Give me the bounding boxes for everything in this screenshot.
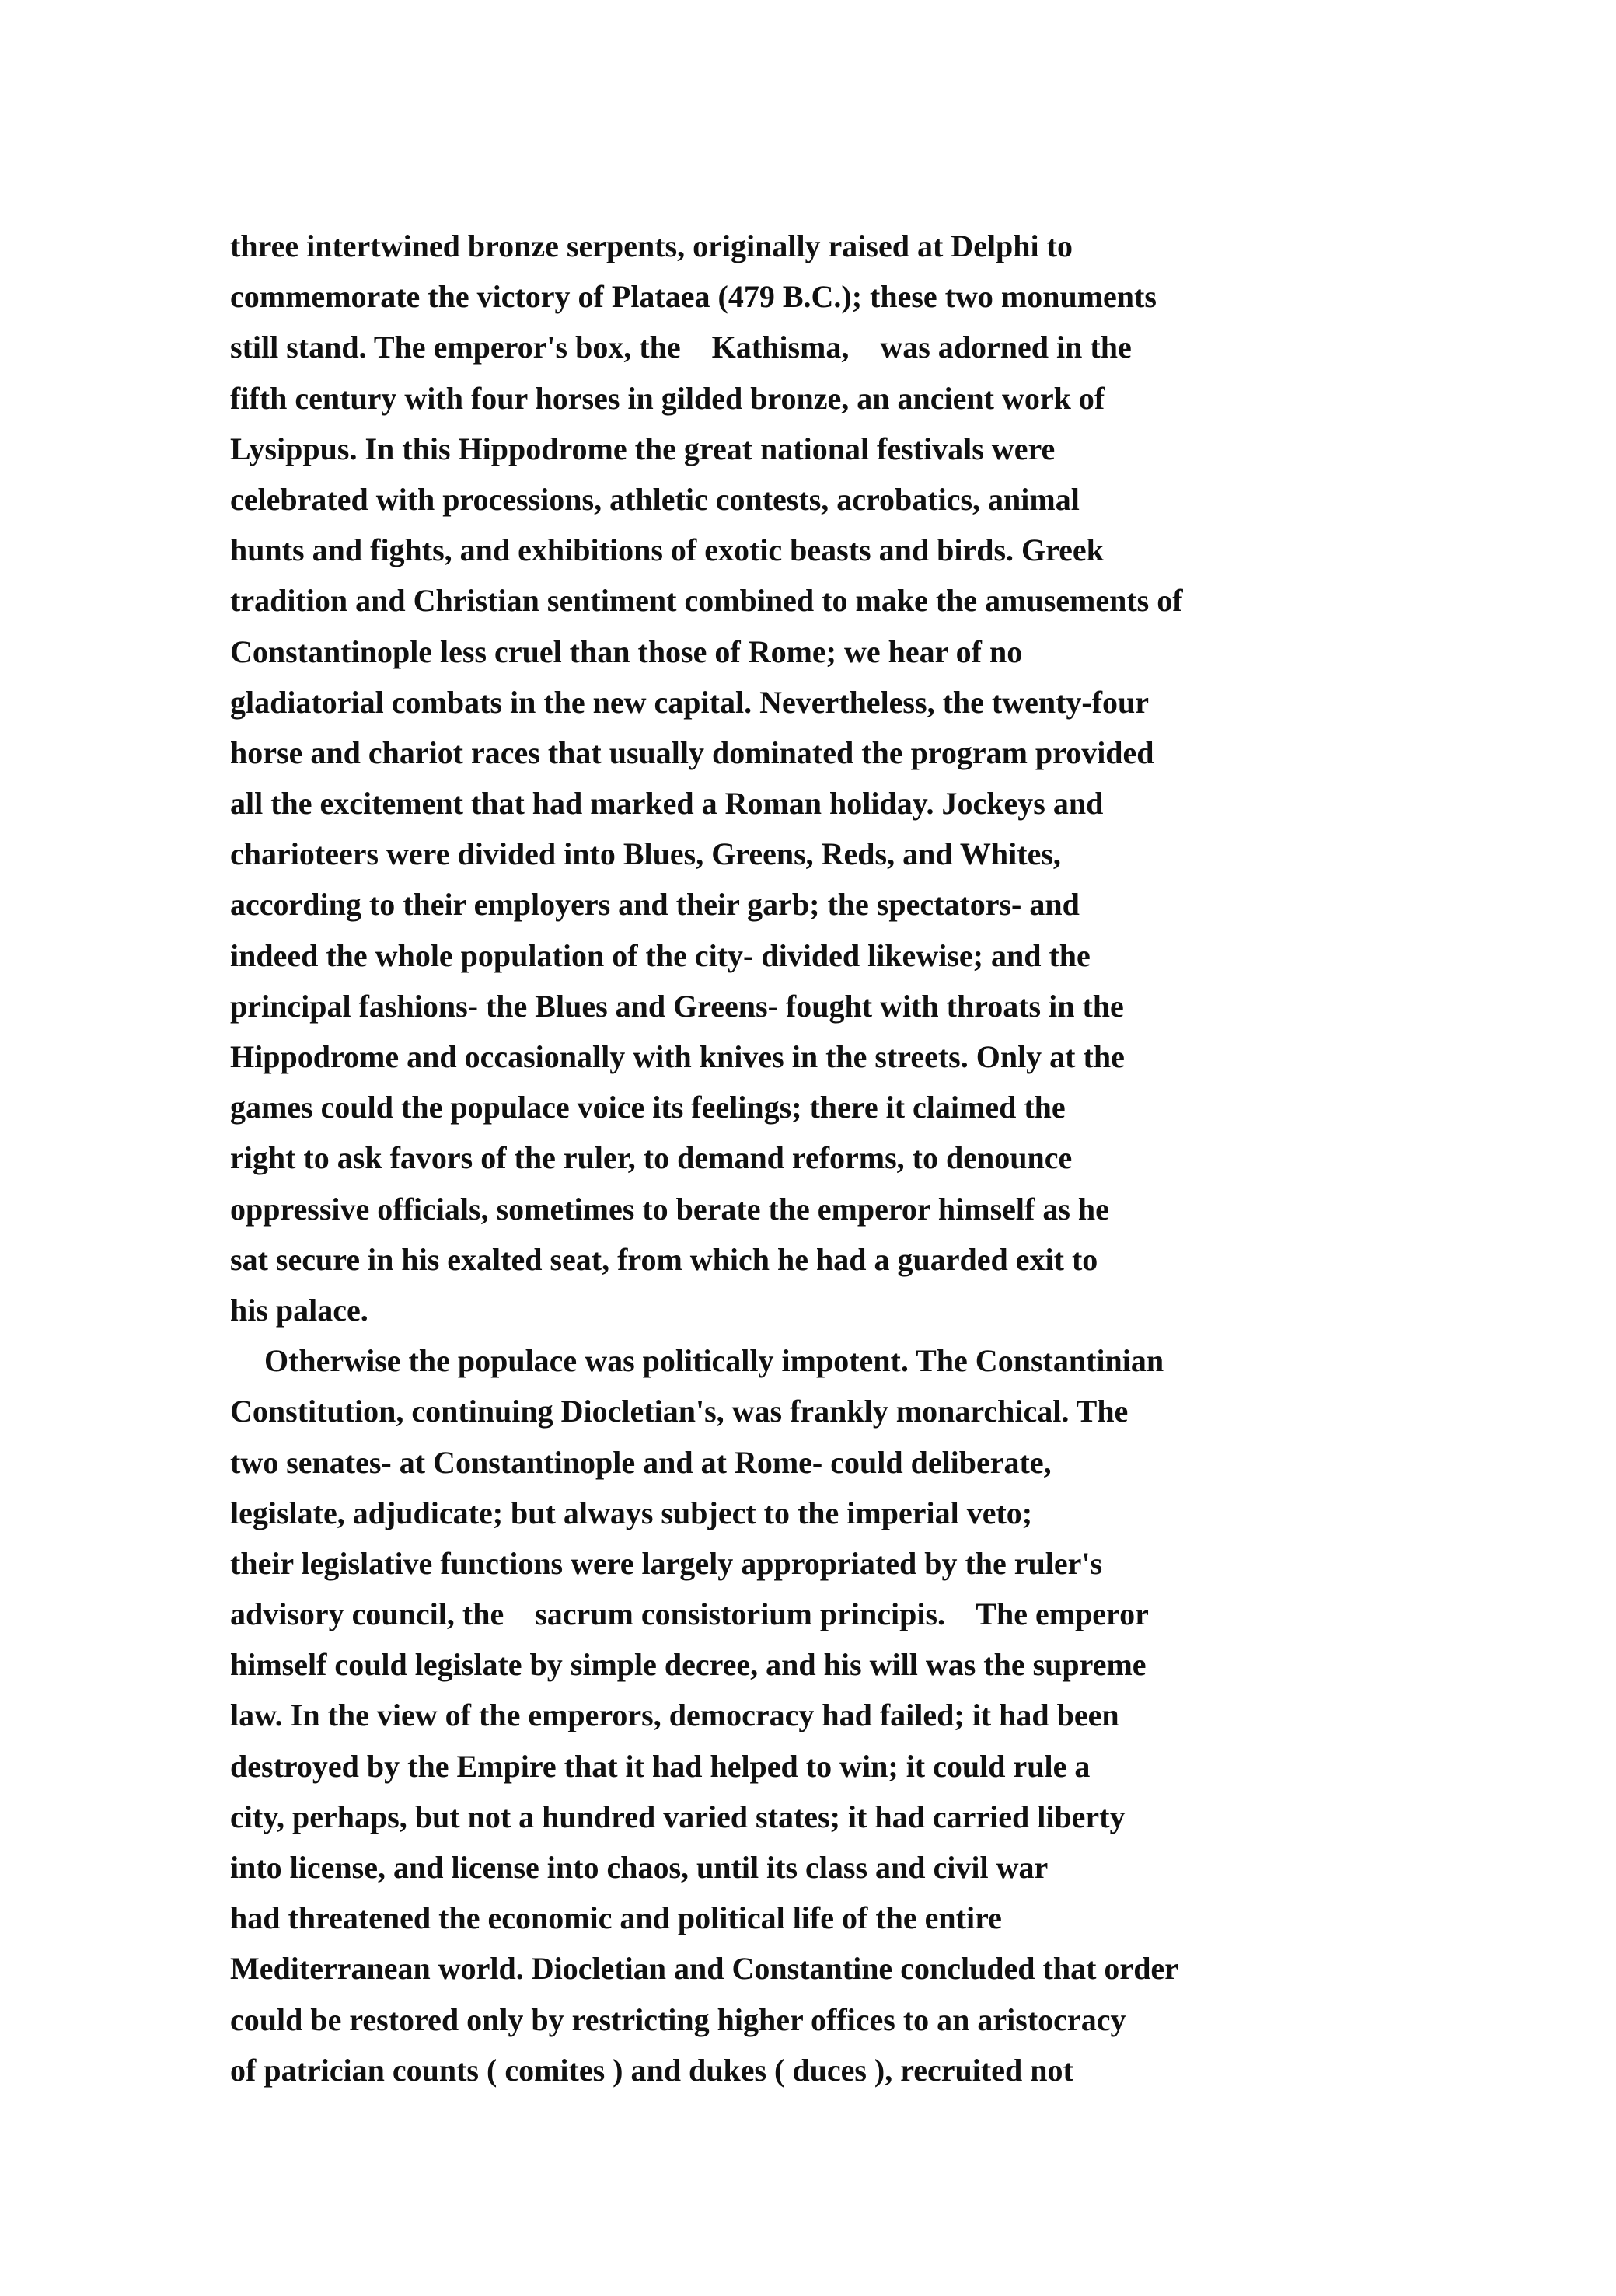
text-line: law. In the view of the emperors, democracy had failed; it had been xyxy=(230,1698,1119,1733)
text-line: into license, and license into chaos, until its class and civil war xyxy=(230,1850,1049,1885)
paragraph-start-line: Otherwise the populace was politically impotent. The Constantinian xyxy=(264,1343,1164,1379)
body-text xyxy=(230,221,1567,2095)
text-line: legislate, adjudicate; but always subject to the imperial veto; xyxy=(230,1495,1033,1530)
text-line: three intertwined bronze serpents, originally raised at Delphi to xyxy=(230,229,1073,263)
text-line: tradition and Christian sentiment combined to make the amusements of xyxy=(230,583,1183,619)
text-line: according to their employers and their garb; the spectators- and xyxy=(230,887,1080,923)
text-line: city, perhaps, but not a hundred varied states; it had carried liberty xyxy=(230,1799,1126,1834)
text-line: their legislative functions were largely appropriated by the ruler's xyxy=(230,1545,1103,1581)
text-line: oppressive officials, sometimes to berate the emperor himself as he xyxy=(230,1191,1109,1227)
text-line: celebrated with processions, athletic contests, acrobatics, animal xyxy=(230,481,1080,517)
text-line: hunts and fights, and exhibitions of exotic beasts and birds. Greek xyxy=(230,532,1104,568)
text-line: fifth century with four horses in gilded bronze, an ancient work of xyxy=(230,380,1105,416)
text-line: Constitution, continuing Diocletian's, was frankly monarchical. The xyxy=(230,1394,1129,1429)
text-line: still stand. The emperor's box, the Kathisma, was adorned in the xyxy=(230,330,1132,365)
text-line: games could the populace voice its feelings; there it claimed the xyxy=(230,1090,1066,1125)
text-line: commemorate the victory of Plataea (479 B.C.); these two monuments xyxy=(230,279,1157,315)
text-line: sat secure in his exalted seat, from which he had a guarded exit to xyxy=(230,1241,1098,1277)
text-line: horse and chariot races that usually dominated the program provided xyxy=(230,735,1154,770)
text-line: his palace. xyxy=(230,1292,368,1328)
text-line: Hippodrome and occasionally with knives in the streets. Only at the xyxy=(230,1039,1125,1074)
text-line: gladiatorial combats in the new capital. Nevertheless, the twenty-four xyxy=(230,684,1150,720)
text-line: himself could legislate by simple decree, and his will was the supreme xyxy=(230,1647,1147,1683)
text-line: had threatened the economic and political life of the entire xyxy=(230,1900,1002,1936)
text-line: indeed the whole population of the city- divided likewise; and the xyxy=(230,937,1091,973)
text-line: destroyed by the Empire that it had helped to win; it could rule a xyxy=(230,1748,1091,1784)
text-line: right to ask favors of the ruler, to demand reforms, to denounce xyxy=(230,1140,1073,1176)
text-line: Constantinople less cruel than those of Rome; we hear of no xyxy=(230,633,1023,669)
text-line: could be restored only by restricting higher offices to an aristocracy xyxy=(230,2001,1126,2037)
text-line: all the excitement that had marked a Roman holiday. Jockeys and xyxy=(230,786,1104,822)
text-line: advisory council, the sacrum consistorium principis. The emperor xyxy=(230,1596,1149,1632)
text-line: principal fashions- the Blues and Greens- fought with throats in the xyxy=(230,988,1124,1024)
text-line: charioteers were divided into Blues, Greens, Reds, and Whites, xyxy=(230,836,1061,872)
text-line: Lysippus. In this Hippodrome the great national festivals were xyxy=(230,431,1056,466)
text-line: of patrician counts ( comites ) and dukes ( duces ), recruited not xyxy=(230,2052,1073,2088)
text-line: two senates- at Constantinople and at Rome- could deliberate, xyxy=(230,1444,1052,1480)
text-line: Mediterranean world. Diocletian and Constantine concluded that order xyxy=(230,1951,1178,1987)
